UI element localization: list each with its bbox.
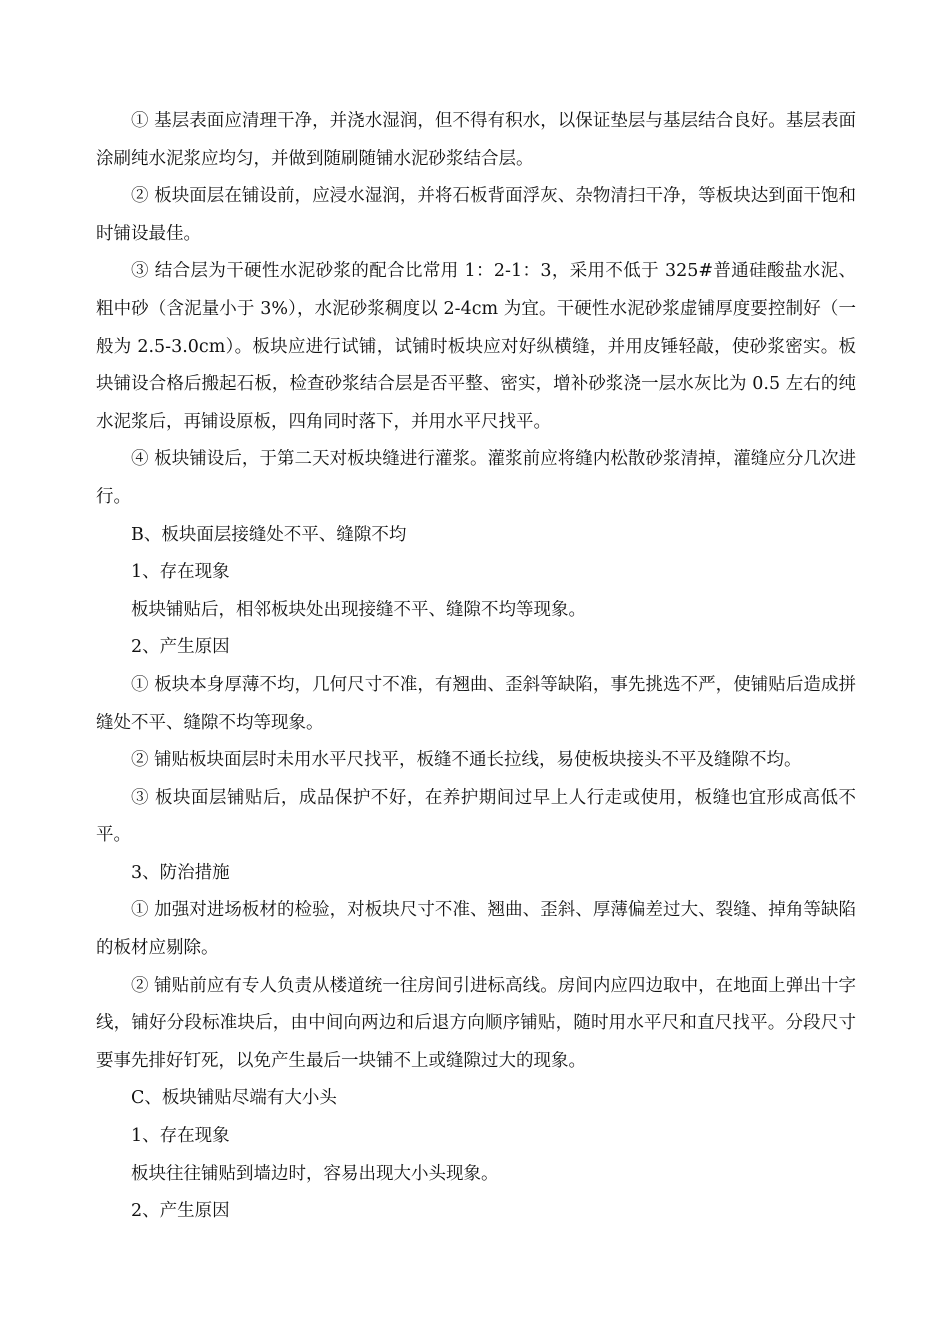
subheading-cause-c: 2、产生原因 xyxy=(131,1201,230,1222)
paragraph-prevention-b-1: ① 加强对进场板材的检验，对板块尺寸不准、翘曲、歪斜、厚薄偏差过大、裂缝、掉角等缺陷的板材应剔除。 xyxy=(96,900,856,959)
paragraph-cause-b-1: ① 板块本身厚薄不均，几何尺寸不准，有翘曲、歪斜等缺陷，事先挑选不严，使铺贴后造成拼缝处不平、缝隙不均等现象。 xyxy=(96,674,856,733)
paragraph-phenomenon-b: 板块铺贴后，相邻板块处出现接缝不平、缝隙不均等现象。 xyxy=(131,599,586,620)
document-body xyxy=(96,103,856,1231)
paragraph-cause-b-2: ② 铺贴板块面层时未用水平尺找平，板缝不通长拉线，易使板块接头不平及缝隙不均。 xyxy=(131,750,802,771)
section-heading-b: B、板块面层接缝处不平、缝隙不均 xyxy=(131,524,407,545)
subheading-prevention-b: 3、防治措施 xyxy=(131,862,230,883)
paragraph-phenomenon-c: 板块往往铺贴到墙边时，容易出现大小头现象。 xyxy=(131,1163,499,1184)
paragraph-base-cleaning: ① 基层表面应清理干净，并浇水湿润，但不得有积水，以保证垫层与基层结合良好。基层表面涂刷纯水泥浆应均匀，并做到随刷随铺水泥砂浆结合层。 xyxy=(96,111,856,169)
subheading-phenomenon-b: 1、存在现象 xyxy=(131,562,230,583)
paragraph-slab-wetting: ② 板块面层在铺设前，应浸水湿润，并将石板背面浮灰、杂物清扫干净，等板块达到面干饱和时铺设最佳。 xyxy=(96,186,856,244)
subheading-phenomenon-c: 1、存在现象 xyxy=(131,1126,230,1147)
paragraph-grouting: ④ 板块铺设后，于第二天对板块缝进行灌浆。灌浆前应将缝内松散砂浆清掉，灌缝应分几次进行。 xyxy=(96,449,856,507)
subheading-cause-b: 2、产生原因 xyxy=(131,637,230,658)
paragraph-cause-b-3: ③ 板块面层铺贴后，成品保护不好，在养护期间过早上人行走或使用，板缝也宜形成高低不平。 xyxy=(96,787,856,846)
section-heading-c: C、板块铺贴尽端有大小头 xyxy=(131,1088,337,1109)
paragraph-bonding-layer: ③ 结合层为干硬性水泥砂浆的配合比常用 1：2-1：3，采用不低于 325#普通硅酸盐水泥、粗中砂（含泥量小于 3%），水泥砂浆稠度以 2-4cm 为宜。干硬性水泥砂浆虚铺厚度要控制好（一般为 2.5-3.0cm）。板块应进行试铺，试铺时板块应对好纵横缝，并用皮锤轻敲，使砂浆密实。板块铺设合格后搬起石板，检查砂浆结合层是否平整、密实，增补砂浆浇一层水灰比为 0.5 左右的纯水泥浆后，再铺设原板，四角同时落下，并用水平尺找平。 xyxy=(96,261,856,432)
paragraph-prevention-b-2: ② 铺贴前应有专人负责从楼道统一往房间引进标高线。房间内应四边取中，在地面上弹出十字线，铺好分段标准块后，由中间向两边和后退方向顺序铺贴，随时用水平尺和直尺找平。分段尺寸要事先排好钉死，以免产生最后一块铺不上或缝隙过大的现象。 xyxy=(96,975,856,1071)
